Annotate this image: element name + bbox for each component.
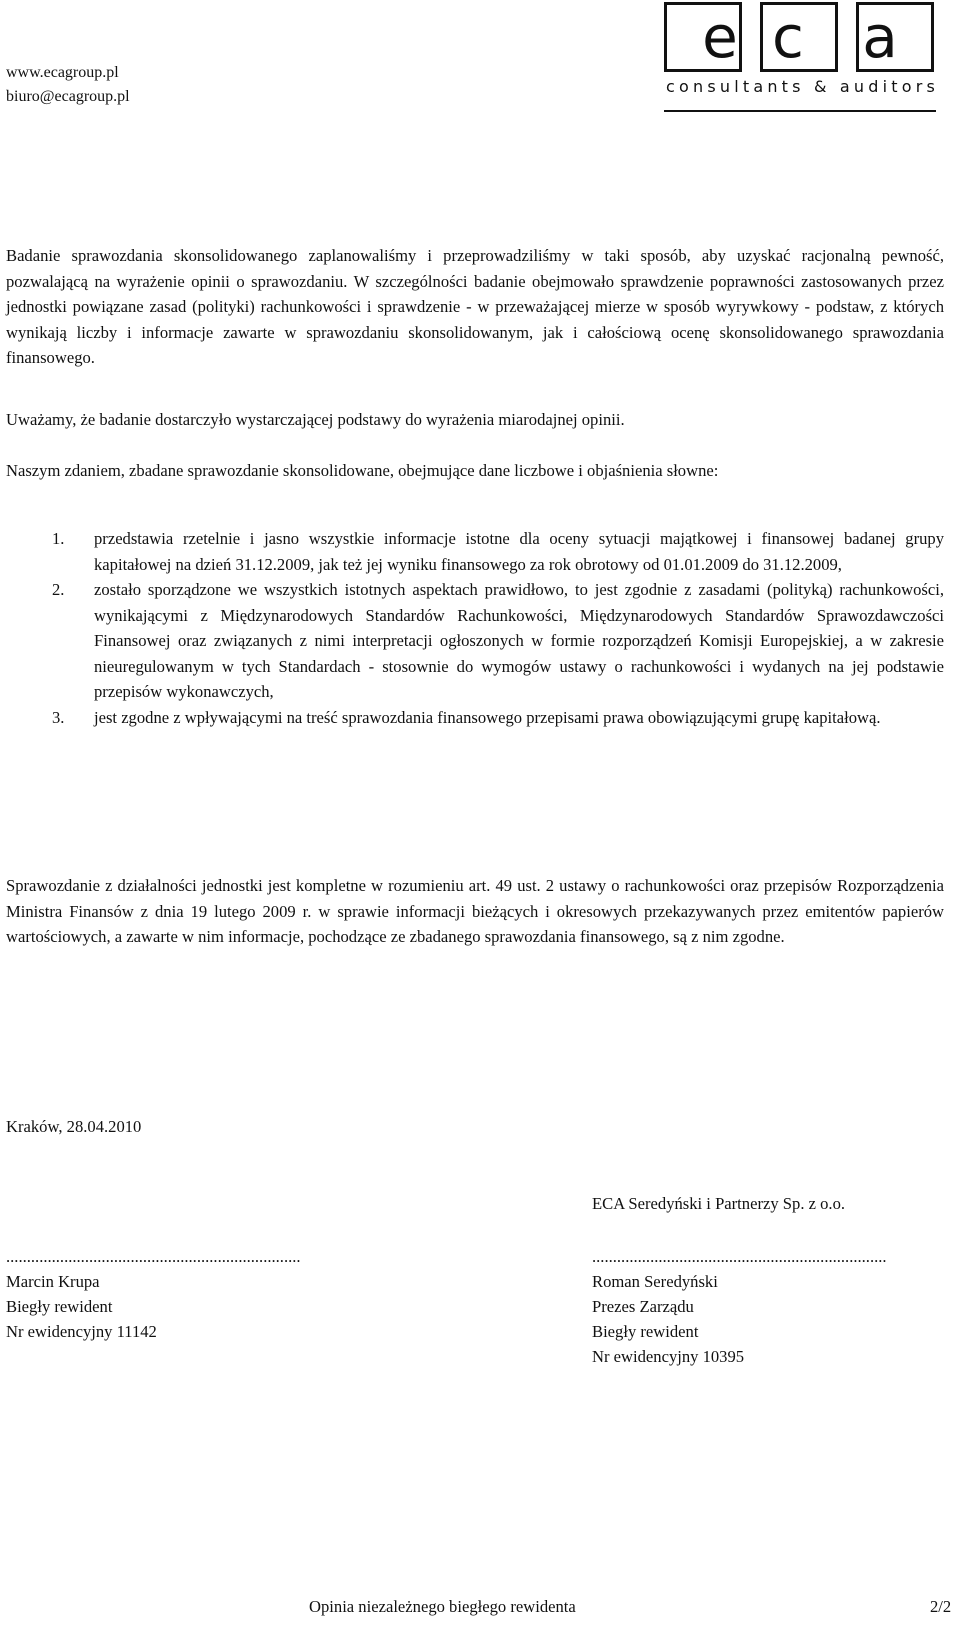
list-item-text: zostało sporządzone we wszystkich istotnych aspektach prawidłowo, to jest zgodnie z zasadami (polityką) rachunkowości, wynikającymi z Międzynarodowych Standardów Rachunkowości, Międzynarodowych Standardów Sprawozdawczości Finansowej oraz związanych z nimi interpretacji ogłoszonych w formie rozporządzeń Komisji Europejskiej, a w zakresie nieuregulowanym w tych Standardach - stosownie do wymogów ustawy o rachunkowości i wydanych na jej podstawie przepisów wykonawczych, xyxy=(94,580,944,701)
signer-reg-number: Nr ewidencyjny 11142 xyxy=(6,1322,157,1341)
signature-right xyxy=(592,1244,887,1369)
company-name: ECA Seredyński i Partnerzy Sp. z o.o. xyxy=(592,1194,846,1213)
footer-document-title: Opinia niezależnego biegłego rewidenta xyxy=(309,1597,576,1616)
paragraph-basis: Uważamy, że badanie dostarczyło wystarczającej podstawy do wyrażenia miarodajnej opinii. xyxy=(6,410,625,429)
list-item-number: 1. xyxy=(52,529,65,548)
footer-page-number: 2/2 xyxy=(930,1597,952,1616)
email-link[interactable]: biuro@ecagroup.pl xyxy=(6,88,130,105)
signer-name: Roman Seredyński xyxy=(592,1272,718,1291)
place-date: Kraków, 28.04.2010 xyxy=(6,1117,142,1136)
website-link[interactable]: www.ecagroup.pl xyxy=(6,64,119,81)
opinion-list xyxy=(6,526,944,730)
signer-role: Prezes Zarządu xyxy=(592,1297,694,1316)
logo-tagline: consultants & auditors xyxy=(666,77,940,96)
signer-title: Biegły rewident xyxy=(6,1297,113,1316)
paragraph-opinion-intro: Naszym zdaniem, zbadane sprawozdanie skonsolidowane, obejmujące dane liczbowe i objaśnienia słowne: xyxy=(6,461,719,480)
paragraph-management-report: Sprawozdanie z działalności jednostki jest kompletne w rozumieniu art. 49 ust. 2 ustawy o rachunkowości oraz przepisów Rozporządzenia Ministra Finansów z dnia 19 lutego 2009 r. w sprawie informacji bieżących i okresowych przekazywanych przez emitentów papierów wartościowych, a zawarte w nim informacje, pochodzące ze zbadanego sprawozdania finansowego, są z nim zgodne. xyxy=(6,876,944,946)
logo-letter-e: e xyxy=(702,3,738,71)
list-item-number: 3. xyxy=(52,707,65,727)
list-item-text: jest zgodne z wpływającymi na treść sprawozdania finansowego przepisami prawa obowiązującymi grupę kapitałową. xyxy=(94,707,881,727)
signer-reg-number: Nr ewidencyjny 10395 xyxy=(592,1347,745,1366)
eca-logo xyxy=(664,0,940,114)
logo-letter-a: a xyxy=(862,3,898,71)
paragraph-audit-scope: Badanie sprawozdania skonsolidowanego zaplanowaliśmy i przeprowadziliśmy w taki sposób, aby uzyskać racjonalną pewność, pozwalającą na wyrażenie opinii o sprawozdaniu. W szczególności badanie obejmowało sprawdzenie poprawności zastosowanych przez jednostki powiązane zasad (polityki) rachunkowości i sprawdzenie - w przeważającej mierze w sposób wyrywkowy - podstaw, z których wynikają liczby i informacje zawarte w sprawozdaniu skonsolidowanym, jak i całościową ocenę skonsolidowanego sprawozdania finansowego. xyxy=(6,246,944,367)
signer-title: Biegły rewident xyxy=(592,1322,699,1341)
contact-info xyxy=(6,61,130,109)
signature-line: ....................................................................... xyxy=(6,1247,301,1266)
list-item xyxy=(6,577,944,705)
header-rule xyxy=(664,110,936,112)
list-item xyxy=(6,705,944,731)
signer-name: Marcin Krupa xyxy=(6,1272,100,1291)
logo-letter-c: c xyxy=(772,3,804,71)
signature-line: ....................................................................... xyxy=(592,1247,887,1266)
list-item xyxy=(6,526,944,577)
list-item-number: 2. xyxy=(52,580,65,599)
list-item-text: przedstawia rzetelnie i jasno wszystkie informacje istotne dla oceny sytuacji majątkowej i finansowej badanej grupy kapitałowej na dzień 31.12.2009, jak też jej wyniku finansowego za rok obrotowy od 01.01.2009 do 31.12.2009, xyxy=(94,529,944,574)
signature-left xyxy=(6,1244,301,1344)
